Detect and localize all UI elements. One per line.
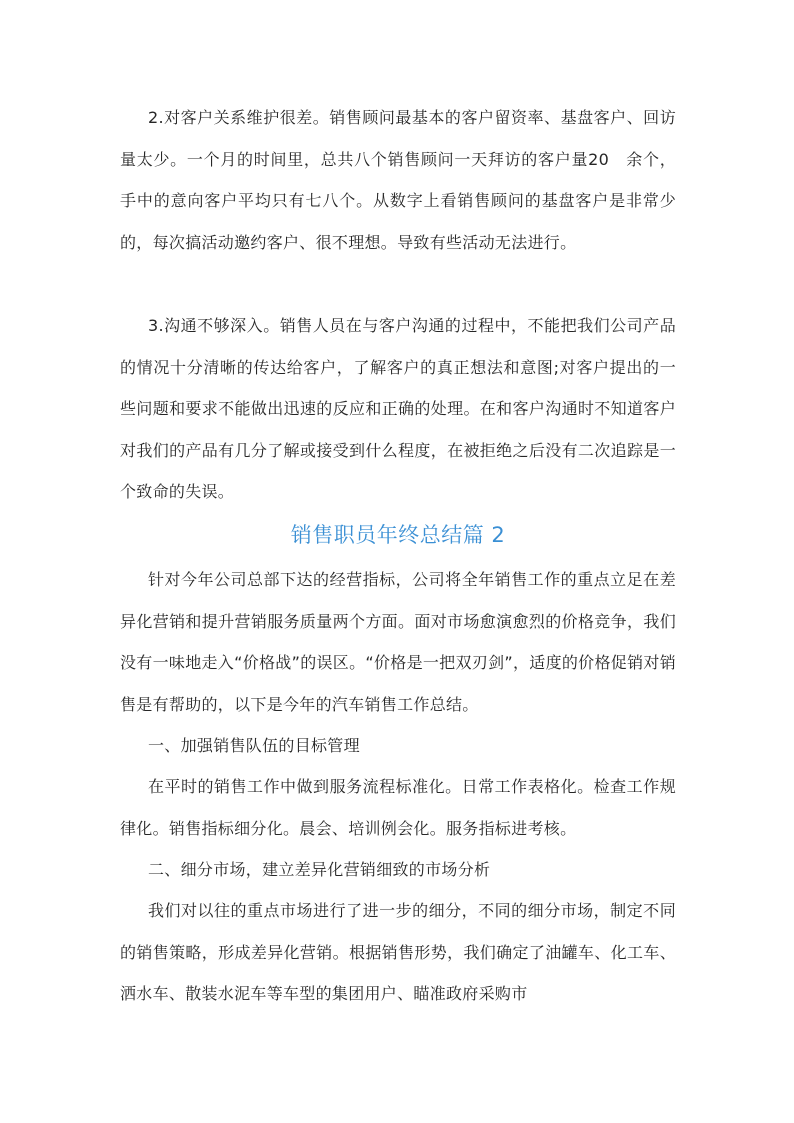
paragraph-customer-maintenance: 2.对客户关系维护很差。销售顾问最基本的客户留资率、基盘客户、回访量太少。一个月的时间里，总共八个销售顾问一天拜访的客户量20 余个，手中的意向客户平均只有七八个。从数字上看销售顾问的基盘客户是非常少的，每次搞活动邀约客户、很不理想。导致有些活动无法进行。 [120,108,676,252]
paragraph-market-segmentation: 我们对以往的重点市场进行了进一步的细分，不同的细分市场，制定不同的销售策略，形成差异化营销。根据销售形势，我们确定了油罐车、化工车、洒水车、散装水泥车等车型的集团用户、瞄准政府采购市 [120,901,676,1003]
subheading-market-segmentation: 二、细分市场，建立差异化营销细致的市场分析 [148,860,491,879]
section-heading: 销售职员年终总结篇 2 [290,523,506,547]
subheading-target-management: 一、加强销售队伍的目标管理 [148,736,360,755]
paragraph-intro: 针对今年公司总部下达的经营指标，公司将全年销售工作的重点立足在差异化营销和提升营销服务质量两个方面。面对市场愈演愈烈的价格竞争，我们没有一味地走入“价格战”的误区。“价格是一把双刃剑”，适度的价格促销对销售是有帮助的，以下是今年的汽车销售工作总结。 [120,570,676,714]
paragraph-communication: 3.沟通不够深入。销售人员在与客户沟通的过程中，不能把我们公司产品的情况十分清晰的传达给客户，了解客户的真正想法和意图;对客户提出的一些问题和要求不能做出迅速的反应和正确的处理。在和客户沟通时不知道客户对我们的产品有几分了解或接受到什么程度，在被拒绝之后没有二次追踪是一个致命的失误。 [120,316,676,501]
paragraph-target-management: 在平时的销售工作中做到服务流程标准化。日常工作表格化。检查工作规律化。销售指标细分化。晨会、培训例会化。服务指标进考核。 [120,777,676,838]
